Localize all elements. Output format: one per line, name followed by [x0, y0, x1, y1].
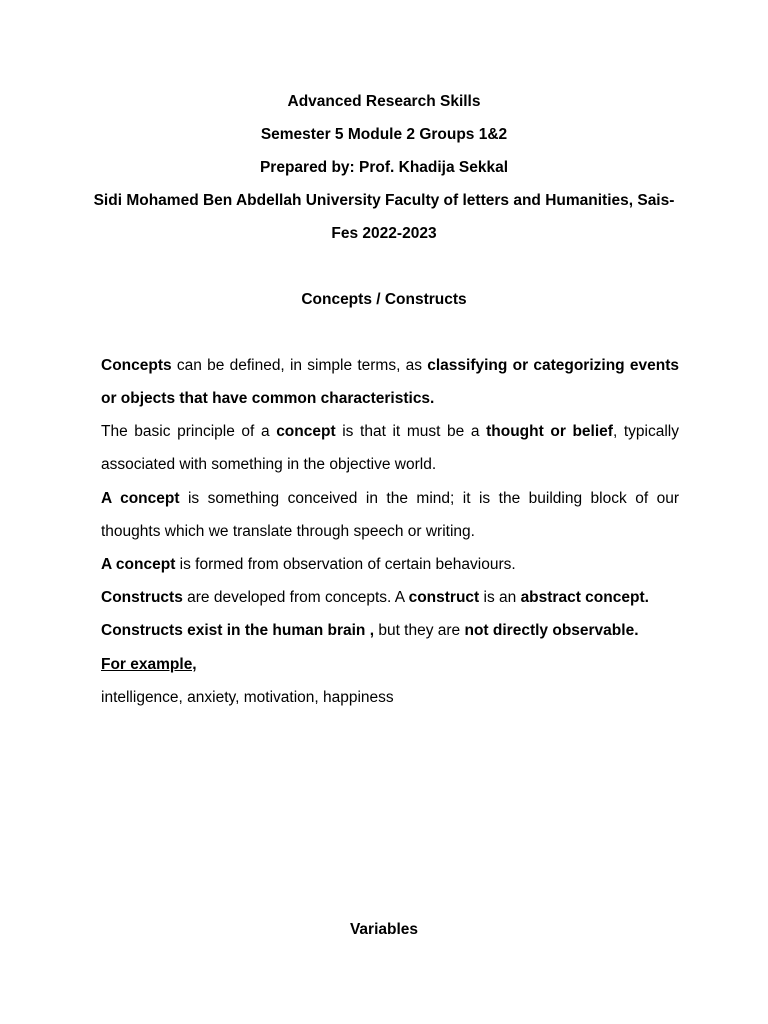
paragraph-5 [101, 589, 679, 607]
semester-line: Semester 5 Module 2 Groups 1&2 [260, 126, 508, 143]
bold-phrase: abstract concept. [520, 589, 649, 606]
paragraph-3-line-2: thoughts which we translate through speech or writing. [101, 523, 475, 540]
text-span: , typically [612, 423, 679, 440]
bold-phrase: Constructs [101, 589, 183, 606]
bold-phrase: Constructs exist in the human brain , [101, 622, 375, 639]
paragraph-6 [101, 622, 679, 640]
paragraph-3-line-1 [101, 490, 679, 508]
bold-phrase: A concept [101, 490, 180, 507]
text-span: is formed from observation of certain behaviours. [175, 556, 516, 573]
paragraph-1-line-2 [101, 390, 679, 408]
paragraph-1-line-1 [101, 357, 679, 375]
text-span: is an [479, 589, 521, 606]
university-line-2: Fes 2022-2023 [331, 225, 437, 242]
example-list: intelligence, anxiety, motivation, happiness [101, 689, 394, 706]
text-span: are developed from concepts. A [182, 589, 409, 606]
bold-phrase: A concept [101, 556, 176, 573]
next-section-title: Variables [349, 921, 419, 938]
bold-phrase: not directly observable. [464, 622, 639, 639]
prepared-by-line: Prepared by: Prof. Khadija Sekkal [259, 159, 509, 176]
example-label [101, 656, 679, 674]
text-span: but they are [374, 622, 465, 639]
text-span: can be defined, in simple terms, as [171, 357, 428, 374]
paragraph-2-line-1 [101, 423, 679, 441]
university-line-1: Sidi Mohamed Ben Abdellah University Faculty of letters and Humanities, Sais- [93, 192, 675, 209]
course-title: Advanced Research Skills [287, 93, 481, 110]
example-label-text: For example, [101, 656, 197, 673]
bold-phrase: or objects that have common characteristics. [101, 390, 435, 407]
text-span: The basic principle of a [101, 423, 277, 440]
paragraph-4 [101, 556, 679, 574]
bold-phrase: concept [276, 423, 336, 440]
term-concepts: Concepts [101, 357, 172, 374]
bold-phrase: classifying or categorizing events [427, 357, 679, 374]
paragraph-2-line-2: associated with something in the objective world. [101, 456, 437, 473]
text-span: is something conceived in the mind; it is the building block of our [179, 490, 679, 507]
section-title: Concepts / Constructs [301, 291, 467, 308]
bold-phrase: thought or belief [486, 423, 613, 440]
bold-phrase: construct [408, 589, 480, 606]
text-span: is that it must be a [335, 423, 487, 440]
